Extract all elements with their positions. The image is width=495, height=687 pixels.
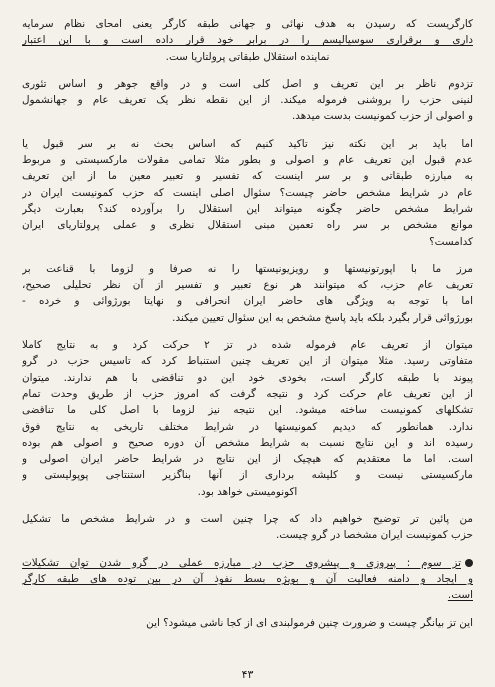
paragraph-8: [22, 615, 473, 631]
text-line: نماینده استقلال طبقاتی پرولتاریا ست.: [165, 50, 330, 63]
text-line: مرز ما با اپورتونیستها و رویزیونیستها را نه صرفا و لزوما با قناعت بر: [22, 262, 473, 275]
page-number: ۴۳: [241, 668, 254, 681]
paragraph-4: [22, 261, 473, 326]
text-line: است.: [447, 589, 473, 602]
paragraph-3: [22, 136, 473, 250]
text-line: متفاوتی رسید. مثلا میتوان از این تعریف چنین استنباط کرد که تاسیس حزب در گرو: [22, 355, 473, 368]
text-line: داری و برقراری سوسیالیسم را در برابر خود قرار داده است و با این اعتبار: [22, 34, 473, 47]
thesis-three: [22, 555, 473, 604]
text-line: و اصولی از حزب کمونیست بدست میدهد.: [291, 110, 473, 123]
text-line: به مبارزه طبقاتی و بر سر اینست که تفسیر و تعبیر معین ما از این تعریف: [22, 170, 473, 183]
paragraph-6: [22, 511, 473, 544]
text-line: این تز بیانگر چیست و ضرورت چنین فرمولبندی ای از کجا ناشی میشود؟ این: [146, 616, 473, 629]
text-line: عدم قبول این تعریف عام و اصولی و بطور مثلا تمامی مقولات مارکسیستی و مربوط: [22, 154, 473, 167]
text-line: من پائین تر توضیح خواهیم داد که چرا چنین است و در شرایط مشخص ما تشکیل: [22, 513, 473, 526]
text-line: کارگریست که رسیدن به هدف نهائی و جهانی طبقه کارگر یعنی امحای نظام سرمایه: [22, 18, 473, 30]
bullet-icon: [465, 559, 473, 567]
text-line: اکونومیستی خواهد بود.: [197, 485, 298, 498]
text-line: [22, 555, 473, 571]
text-line: پیوند با طبقه کارگر است، بخودی خود این دو تناقضی با هم ندارند. میتوان: [22, 371, 473, 384]
text-line: تعریف عام حزب، که میتوانند هر نوع تعبیر و تفسیر از آن نظر تحلیلی صحیح،: [22, 279, 473, 292]
text-line: عام در شرایط مشخص حاضر چیست؟ سئوال اصلی اینست که حزب کمونیست ایران در: [22, 186, 473, 199]
text-line: تزدوم ناظر بر این تعریف و اصل کلی است و در واقع جوهر و اساس تئوری: [22, 77, 473, 90]
text-line: و ایجاد و دامنه فعالیت آن و بویژه بسط نفوذ آن در بین توده های طبقه کارگر: [22, 572, 473, 585]
text-line: ندارد. همانطور که دیدیم کمونیستها در شرایط مختلف تاریخی به نتایج فوق: [22, 420, 473, 433]
text-line: بورژوائی قرار بگیرد بلکه باید پاسخ مشخص به این سئوال تعیین میکند.: [172, 311, 473, 324]
text-line: مارکسیستی نیست و کلیشه برداری از آنها بناگزیر استنتاجی پوپولیستی و: [22, 469, 473, 482]
text-line: رسیده اند و این نتایج نسبت به شرایط مشخص آن دوره صحیح و اصولی هم بوده: [22, 436, 473, 449]
text-line: میتوان از تعریف عام فرموله شده در تز ۲ حرکت کرد و به نتایج کاملا: [22, 339, 473, 352]
text-line: تشکلهای کمونیست ساخته میشود. این نتیجه نیز لزوما با اصل کلی ما تناقضی: [22, 404, 473, 417]
text-line: از این تعریف عام حرکت کرد و نتیجه گرفت که امروز حزب از طریق وحدت تمام: [22, 387, 473, 400]
paragraph-2: [22, 76, 473, 125]
text-line: اما با توجه به ویژگی های حاضر ایران انحرافی و نهایتا بورژوائی و خرده -: [22, 295, 473, 308]
text-line: است. اما ما معتقدیم که هیچیک از این نتایج در شرایط حاضر ایران اصولی و: [22, 453, 473, 466]
text-line: لنینی حزب را بروشنی فرموله میکند. از این نقطه نظر یک تعریف عام و جهانشمول: [22, 94, 473, 107]
thesis-three-line-1: تز سوم : پیروزی و پیشروی حزب در مبارزه عملی در گرو شدن توان تشکیلات: [22, 556, 461, 569]
paragraph-5: [22, 337, 473, 500]
text-line: اما باید بر این نکته نیز تاکید کنیم که اساس بحث نه بر سر قبول یا: [22, 137, 473, 150]
text-line: شرایط مشخص حاضر چگونه میتواند این استقلال را برآورده کند؟ بعبارت دیگر: [22, 202, 473, 215]
text-line: موانع مشخص بر سر راه تعمین مبنی استقلال نظری و عملی پرولتاریای ایران: [22, 219, 473, 232]
paragraph-1: [22, 16, 473, 65]
text-line: حزب کمونیست ایران مشخصا در گرو چیست.: [275, 529, 473, 542]
text-line: کدامست؟: [429, 235, 473, 248]
